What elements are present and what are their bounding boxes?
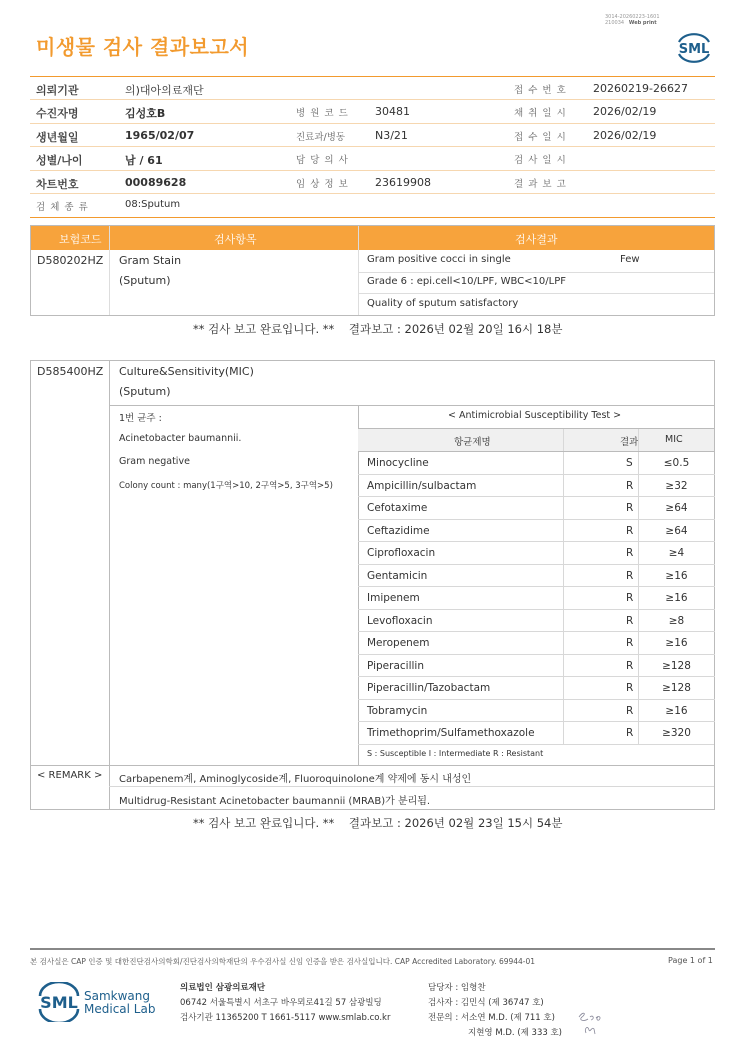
dept-label: 진료과/병동 — [296, 131, 346, 143]
sex-age-value: 남 / 61 — [125, 154, 163, 168]
signature-icon — [576, 1008, 610, 1038]
collect-date-value: 2026/02/19 — [593, 105, 657, 119]
col-test-item: 검사항목 — [214, 233, 257, 246]
print-line2: 210034 — [605, 20, 625, 26]
lab-name — [84, 990, 155, 1016]
drug-result: R — [626, 524, 634, 537]
drug-row — [358, 721, 715, 744]
institution-label: 의뢰기관 — [36, 84, 79, 97]
drug-mic: ≥16 — [665, 637, 688, 649]
staff-tester: 검사자 : 김민식 (제 36747 호) — [428, 998, 544, 1008]
print-meta — [605, 14, 660, 26]
organism-name: Acinetobacter baumannii. — [119, 433, 242, 444]
drug-name: Ceftazidime — [367, 524, 430, 537]
drug-row — [358, 451, 715, 474]
lab-name-line1: Samkwang — [84, 989, 150, 1003]
drug-mic: ≥320 — [662, 727, 691, 739]
col-drug-result: 결과 — [620, 437, 639, 448]
doctor-label: 담 당 의 사 — [296, 155, 349, 167]
drug-name: Piperacillin — [367, 659, 424, 672]
collect-date-label: 채 취 일 시 — [514, 108, 567, 120]
receive-date-value: 2026/02/19 — [593, 128, 657, 142]
report-title: 미생물 검사 결과보고서 — [36, 35, 250, 59]
clinical-label: 임 상 정 보 — [296, 178, 349, 190]
drug-result: R — [626, 502, 634, 514]
drug-result: R — [626, 569, 634, 582]
staff-specialist-1: 전문의 : 서소연 M.D. (제 711 호) — [428, 1013, 555, 1023]
drug-name: Piperacillin/Tazobactam — [367, 682, 491, 694]
col-insurance-code: 보험코드 — [59, 233, 102, 246]
specimen-label: 검 체 종 류 — [36, 201, 89, 213]
gram-result-2: Grade 6 : epi.cell<10/LPF, WBC<10/LPF — [367, 276, 566, 287]
ast-legend: S : Susceptible I : Intermediate R : Resistant — [367, 749, 544, 758]
organism-gram: Gram negative — [119, 456, 190, 467]
specimen-value: 08:Sputum — [125, 198, 181, 210]
culture-done-text: ** 검사 보고 완료입니다. ** — [193, 816, 335, 830]
drug-row — [358, 699, 715, 722]
drug-result: R — [626, 547, 634, 559]
drug-row — [358, 541, 715, 564]
staff-specialist-2: 지현영 M.D. (제 333 호) — [468, 1028, 563, 1038]
accreditation-note: 본 검사실은 CAP 인증 및 대한진단검사의학회/진단검사의학재단의 우수검사실 신임 인증을 받은 검사실입니다. CAP Accredited Laboratory. 69944-01 — [30, 957, 536, 966]
ast-header — [358, 429, 714, 451]
clinical-value: 23619908 — [375, 175, 431, 189]
culture-report-done — [193, 815, 562, 831]
drug-result: S — [626, 457, 633, 469]
remark-line-1: Carbapenem계, Aminoglycoside계, Fluoroquinolone계 약제에 동시 내성인 — [119, 774, 472, 785]
dob-value: 1965/02/07 — [125, 128, 195, 142]
drug-result: R — [626, 592, 634, 604]
drug-mic: ≥32 — [665, 479, 688, 492]
gram-report-done — [193, 321, 562, 337]
institution-value: 의)대아의료재단 — [125, 84, 204, 97]
lab-logo-text: SML — [40, 993, 78, 1012]
info-row-dob — [30, 124, 715, 147]
drug-mic: ≥128 — [662, 659, 691, 672]
drug-mic: ≥128 — [662, 682, 691, 694]
drug-result: R — [626, 637, 634, 649]
print-tag: Web print — [628, 20, 657, 26]
drug-mic: ≥64 — [665, 502, 688, 514]
drug-mic: ≥4 — [668, 547, 685, 559]
gram-done-text: ** 검사 보고 완료입니다. ** — [193, 322, 335, 336]
lab-info — [180, 981, 390, 1026]
drug-name: Imipenem — [367, 592, 420, 604]
hospital-code-value: 30481 — [375, 105, 410, 119]
chart-value: 00089628 — [125, 175, 187, 189]
culture-item-sub: (Sputum) — [119, 385, 171, 398]
dob-label: 생년월일 — [36, 130, 79, 144]
drug-mic: ≥16 — [665, 704, 688, 717]
info-row-institution — [30, 77, 715, 100]
remark-line-2: Multidrug-Resistant Acinetobacter baumannii (MRAB)가 분리됨. — [119, 796, 431, 807]
culture-code: D585400HZ — [37, 365, 104, 378]
drug-name: Levofloxacin — [367, 614, 433, 627]
chart-label: 차트번호 — [36, 177, 79, 191]
colony-count: Colony count : many(1구역>10, 2구역>5, 3구역>5) — [119, 481, 333, 491]
footer-divider — [30, 948, 715, 950]
drug-name: Trimethoprim/Sulfamethoxazole — [367, 727, 535, 739]
drug-name: Cefotaxime — [367, 502, 428, 514]
drug-row — [358, 676, 715, 699]
col-drug-mic: MIC — [665, 434, 683, 445]
gram-done-time: 결과보고 : 2026년 02월 20일 16시 18분 — [348, 322, 563, 336]
patient-info-table — [30, 76, 715, 218]
lab-address: 06742 서울특별시 서초구 바우뫼로41길 57 삼광빌딩 — [180, 998, 382, 1008]
drug-row — [358, 496, 715, 519]
drug-name: Gentamicin — [367, 569, 428, 582]
drug-name: Tobramycin — [367, 704, 428, 717]
staff-list — [428, 981, 562, 1041]
drug-result: R — [626, 682, 634, 694]
drug-row — [358, 586, 715, 609]
staff-manager: 담당자 : 임형찬 — [428, 983, 486, 993]
drug-row — [358, 609, 715, 632]
info-row-sex-age — [30, 147, 715, 170]
lab-name-line2: Medical Lab — [84, 1002, 156, 1016]
gram-stain-table — [30, 225, 715, 316]
col-drug-name: 항균제명 — [454, 437, 491, 448]
drug-result: R — [626, 614, 634, 627]
strain-no: 1번 균주 : — [119, 413, 162, 424]
culture-done-time: 결과보고 : 2026년 02월 23일 15시 54분 — [348, 816, 563, 830]
hospital-code-label: 병 원 코 드 — [296, 108, 349, 120]
lab-contact: 검사기관 11365200 T 1661-5117 www.smlab.co.kr — [180, 1013, 391, 1023]
receipt-no-label: 접 수 번 호 — [514, 85, 567, 96]
sml-logo-text: SML — [678, 42, 710, 57]
gram-code: D580202HZ — [37, 254, 104, 267]
test-date-label: 검 사 일 시 — [514, 155, 567, 167]
col-test-result: 검사결과 — [515, 233, 558, 246]
lab-corp: 의료법인 삼광의료재단 — [180, 983, 266, 993]
drug-name: Meropenem — [367, 637, 430, 649]
drug-row — [358, 519, 715, 542]
drug-name: Minocycline — [367, 457, 429, 469]
drug-result: R — [626, 659, 634, 672]
drug-row — [358, 631, 715, 654]
gram-result-1: Gram positive cocci in single — [367, 254, 511, 265]
drug-name: Ciprofloxacin — [367, 547, 436, 559]
gram-item-sub: (Sputum) — [119, 274, 171, 287]
drug-mic: ≤0.5 — [663, 457, 690, 469]
print-code: 3014-20260223-1601 — [605, 14, 660, 20]
drug-mic: ≥16 — [665, 569, 688, 582]
sml-logo-icon — [675, 30, 713, 64]
drug-result: R — [626, 704, 634, 717]
culture-table — [30, 360, 715, 810]
dept-value: N3/21 — [375, 128, 408, 142]
ast-title: < Antimicrobial Susceptibility Test > — [448, 410, 622, 421]
patient-label: 수진자명 — [36, 107, 79, 121]
drug-name: Ampicillin/sulbactam — [367, 479, 477, 492]
drug-result: R — [626, 479, 634, 492]
gram-result-3: Quality of sputum satisfactory — [367, 298, 519, 309]
drug-row — [358, 564, 715, 587]
sex-age-label: 성별/나이 — [36, 154, 83, 168]
info-row-chart — [30, 171, 715, 194]
drug-result: R — [626, 727, 634, 739]
drug-mic: ≥8 — [668, 614, 685, 627]
drug-mic: ≥64 — [665, 524, 688, 537]
remark-label: < REMARK > — [37, 770, 103, 781]
patient-value: 김성호B — [125, 107, 166, 121]
lab-logo-icon — [36, 982, 82, 1022]
receipt-no-value: 20260219-26627 — [593, 82, 688, 95]
drug-row — [358, 474, 715, 497]
drug-mic: ≥16 — [665, 592, 688, 604]
result-table-header — [31, 226, 714, 250]
report-label: 결 과 보 고 — [514, 178, 567, 190]
gram-result-1-amount: Few — [620, 254, 640, 265]
page-number: Page 1 of 1 — [668, 956, 713, 965]
drug-row — [358, 654, 715, 677]
info-row-specimen — [30, 194, 715, 217]
info-row-patient — [30, 100, 715, 123]
receive-date-label: 접 수 일 시 — [514, 131, 567, 143]
gram-item: Gram Stain — [119, 254, 182, 267]
culture-item: Culture&Sensitivity(MIC) — [119, 365, 254, 378]
